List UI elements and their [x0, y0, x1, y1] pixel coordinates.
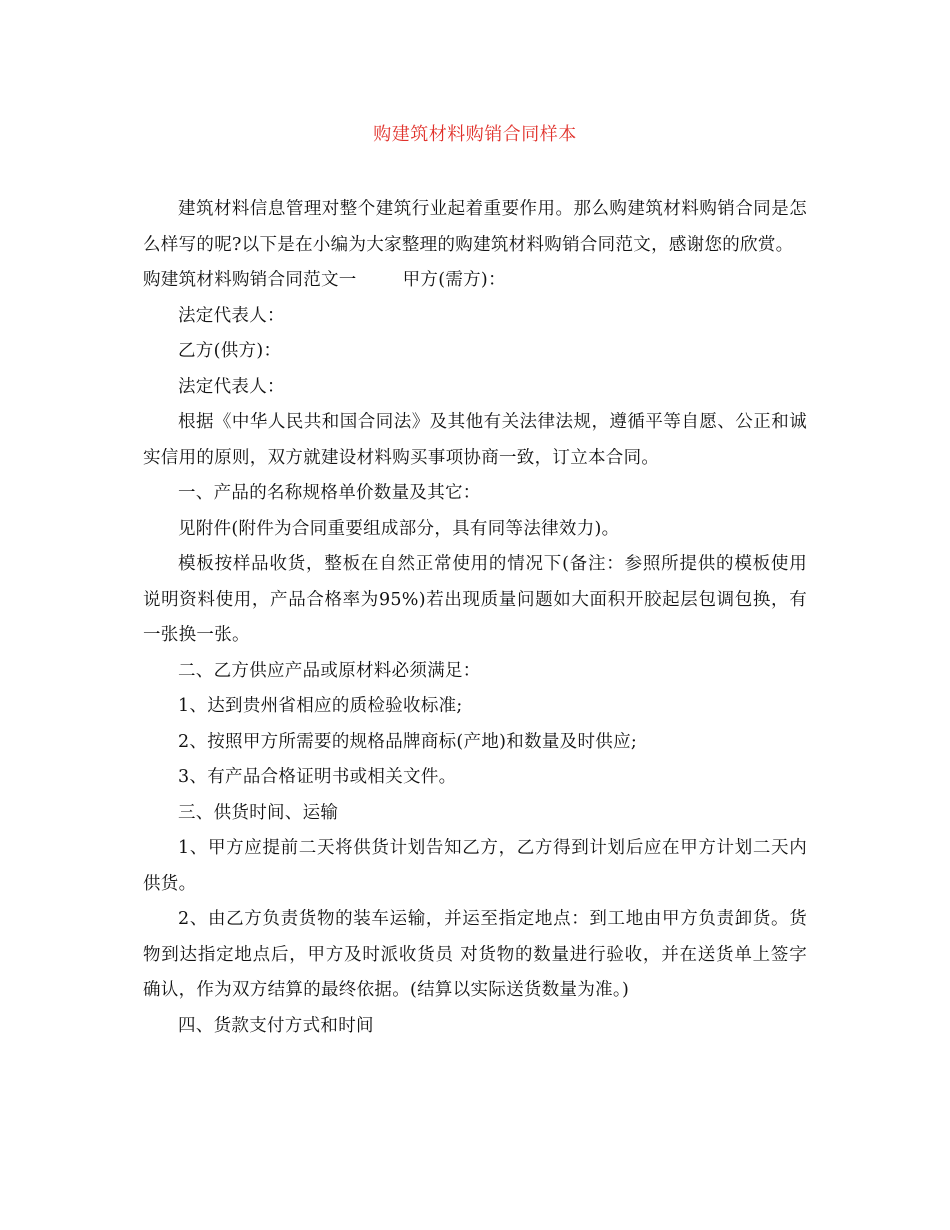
paragraph: 2、按照甲方所需要的规格品牌商标(产地)和数量及时供应; — [178, 731, 638, 752]
paragraph: 一、产品的名称规格单价数量及其它： — [178, 483, 481, 503]
paragraph: 乙方(供方)： — [178, 341, 282, 361]
intro-paragraph: 建筑材料信息管理对整个建筑行业起着重要作用。那么购建筑材料购销合同是怎么样写的呢?以下是在小编为大家整理的购建筑材料购销合同范文，感谢您的欣赏。 — [143, 199, 807, 255]
paragraph: 1、甲方应提前二天将供货计划告知乙方，乙方得到计划后应在甲方计划二天内供货。 — [143, 838, 807, 894]
document-title: 购建筑材料购销合同样本 — [373, 124, 577, 145]
paragraph: 2、由乙方负责货物的装车运输，并运至指定地点：到工地由甲方负责卸货。货物到达指定地点后，甲方及时派收货员 对货物的数量进行验收，并在送货单上签字确认，作为双方结算的最终依据。(结算以实际送货数量为准。) — [143, 909, 807, 1000]
paragraph: 模板按样品收货，整板在自然正常使用的情况下(备注：参照所提供的模板使用说明资料使用，产品合格率为95%)若出现质量问题如大面积开胶起层包调包换，有一张换一张。 — [143, 554, 807, 645]
paragraph: 四、货款支付方式和时间 — [178, 1015, 374, 1036]
paragraph: 根据《中华人民共和国合同法》及其他有关法律法规，遵循平等自愿、公正和诚实信用的原则，双方就建设材料购买事项协商一致，订立本合同。 — [143, 412, 807, 468]
paragraph: 见附件(附件为合同重要组成部分，具有同等法律效力)。 — [178, 518, 620, 539]
document-body — [143, 192, 807, 1044]
paragraph: 三、供货时间、运输 — [178, 802, 339, 823]
party-a-label: 甲方(需方)： — [402, 270, 506, 290]
paragraph: 法定代表人： — [178, 376, 285, 397]
paragraph: 1、达到贵州省相应的质检验收标准; — [178, 696, 463, 716]
sample-heading-line — [143, 263, 807, 299]
paragraph: 法定代表人： — [178, 305, 285, 326]
paragraph: 二、乙方供应产品或原材料必须满足： — [178, 660, 481, 681]
sample-heading: 购建筑材料购销合同范文一 — [143, 270, 357, 290]
paragraph: 3、有产品合格证明书或相关文件。 — [178, 767, 457, 787]
